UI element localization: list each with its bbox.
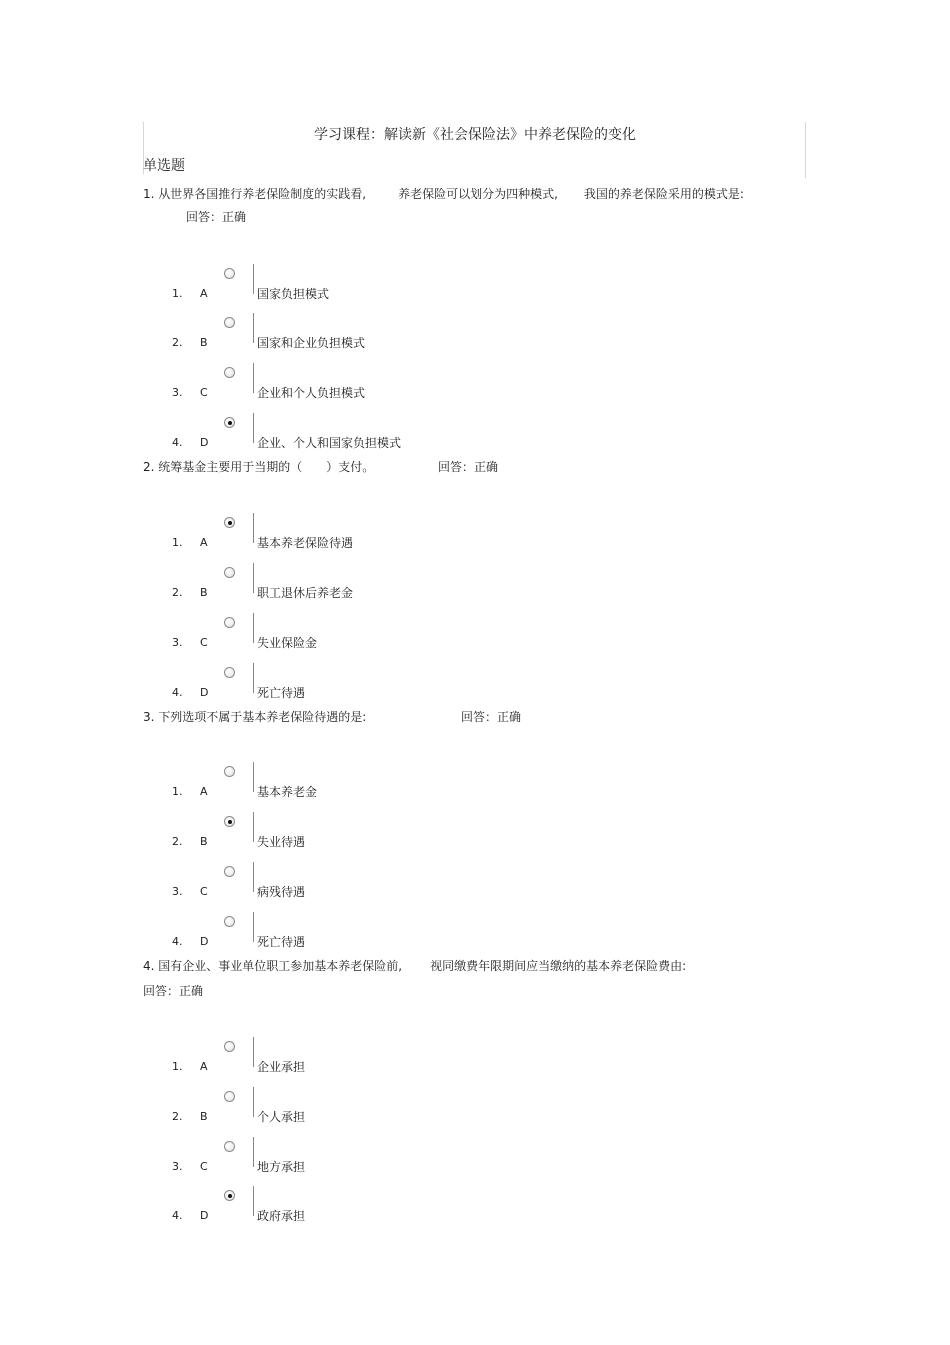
question-1-option-b: [0, 323, 950, 349]
option-label: 企业、个人和国家负担模式: [257, 436, 402, 450]
radio-icon[interactable]: [224, 268, 235, 279]
option-number: 3.: [172, 1160, 183, 1173]
radio-icon[interactable]: [224, 866, 235, 877]
radio-icon[interactable]: [224, 1041, 235, 1052]
radio-icon[interactable]: [224, 916, 235, 927]
question-2-answer: 回答：正确: [438, 460, 499, 474]
option-letter: B: [200, 586, 208, 599]
cell-divider: [253, 264, 254, 294]
cell-divider: [253, 812, 254, 842]
option-label: 失业保险金: [257, 636, 318, 650]
question-2-text: [143, 458, 374, 475]
question-2-part-1: 2. 统筹基金主要用于当期的（ ）支付。: [143, 460, 375, 474]
cell-divider: [253, 762, 254, 792]
option-number: 4.: [172, 686, 183, 699]
question-2-option-d: [0, 673, 950, 699]
course-title: 学习课程：解读新《社会保险法》中养老保险的变化: [314, 127, 636, 143]
cell-divider: [253, 1186, 254, 1216]
cell-divider: [253, 563, 254, 593]
question-4-option-d: [0, 1196, 950, 1222]
option-letter: A: [200, 785, 208, 798]
option-number: 4.: [172, 935, 183, 948]
question-3-text: [143, 708, 366, 725]
option-label: 病残待遇: [257, 885, 306, 899]
question-1-option-a: [0, 274, 950, 300]
question-3-option-c: [0, 872, 950, 898]
radio-icon[interactable]: [224, 1091, 235, 1102]
question-4-part-2: 视同缴费年限期间应当缴纳的基本养老保险费由:: [430, 959, 687, 973]
question-4-option-c: [0, 1147, 950, 1173]
question-1-option-d: [0, 423, 950, 449]
question-1-part-1: 1. 从世界各国推行养老保险制度的实践看,: [143, 187, 367, 201]
cell-divider: [253, 1087, 254, 1117]
option-number: 2.: [172, 835, 183, 848]
question-1-option-c: [0, 373, 950, 399]
question-3-part-1: 3. 下列选项不属于基本养老保险待遇的是:: [143, 710, 367, 724]
option-label: 基本养老金: [257, 785, 318, 799]
question-2-option-a: [0, 523, 950, 549]
question-4-part-1: 4. 国有企业、事业单位职工参加基本养老保险前,: [143, 959, 403, 973]
option-number: 2.: [172, 336, 183, 349]
option-label: 企业和个人负担模式: [257, 386, 366, 400]
option-label: 失业待遇: [257, 835, 306, 849]
option-number: 4.: [172, 1209, 183, 1222]
option-letter: A: [200, 536, 208, 549]
cell-divider: [253, 613, 254, 643]
radio-icon[interactable]: [224, 367, 235, 378]
question-1-part-3: 我国的养老保险采用的模式是:: [583, 187, 744, 201]
question-2-option-c: [0, 623, 950, 649]
radio-selected-icon[interactable]: [224, 816, 235, 827]
cell-divider: [253, 313, 254, 343]
question-2-option-b: [0, 573, 950, 599]
question-3-option-a: [0, 772, 950, 798]
cell-divider: [253, 862, 254, 892]
cell-divider: [253, 363, 254, 393]
option-label: 企业承担: [257, 1060, 306, 1074]
question-4-answer: 回答：正确: [143, 984, 204, 998]
option-label: 死亡待遇: [257, 686, 306, 700]
cell-divider: [253, 912, 254, 942]
cell-divider: [253, 663, 254, 693]
option-number: 4.: [172, 436, 183, 449]
question-3-option-b: [0, 822, 950, 848]
option-letter: A: [200, 1060, 208, 1073]
option-number: 1.: [172, 1060, 183, 1073]
option-letter: B: [200, 1110, 208, 1123]
question-3-answer: 回答：正确: [461, 710, 522, 724]
option-number: 3.: [172, 636, 183, 649]
option-letter: C: [200, 636, 208, 649]
question-4-option-a: [0, 1047, 950, 1073]
option-label: 政府承担: [257, 1209, 306, 1223]
option-label: 职工退休后养老金: [257, 586, 354, 600]
option-letter: B: [200, 336, 208, 349]
option-label: 死亡待遇: [257, 935, 306, 949]
option-letter: D: [200, 1209, 209, 1222]
question-1-answer: 回答：正确: [186, 210, 247, 224]
option-letter: C: [200, 386, 208, 399]
question-1-part-2: 养老保险可以划分为四种模式,: [398, 187, 558, 201]
radio-icon[interactable]: [224, 1141, 235, 1152]
option-letter: C: [200, 885, 208, 898]
option-label: 国家负担模式: [257, 287, 330, 301]
question-4-text: [143, 957, 686, 974]
option-letter: C: [200, 1160, 208, 1173]
radio-icon[interactable]: [224, 567, 235, 578]
question-4-option-b: [0, 1097, 950, 1123]
radio-selected-icon[interactable]: [224, 1190, 235, 1201]
option-number: 2.: [172, 586, 183, 599]
option-number: 1.: [172, 287, 183, 300]
option-number: 3.: [172, 885, 183, 898]
option-number: 1.: [172, 536, 183, 549]
option-number: 1.: [172, 785, 183, 798]
question-1-text: [143, 185, 744, 202]
option-label: 个人承担: [257, 1110, 306, 1124]
section-heading: 单选题: [143, 158, 185, 174]
radio-icon[interactable]: [224, 667, 235, 678]
option-letter: B: [200, 835, 208, 848]
option-label: 基本养老保险待遇: [257, 536, 354, 550]
option-letter: A: [200, 287, 208, 300]
cell-divider: [253, 513, 254, 543]
cell-divider: [253, 1037, 254, 1067]
radio-icon[interactable]: [224, 617, 235, 628]
cell-divider: [253, 1137, 254, 1167]
radio-selected-icon[interactable]: [224, 517, 235, 528]
option-letter: D: [200, 686, 209, 699]
cell-divider: [253, 413, 254, 443]
option-letter: D: [200, 436, 209, 449]
option-number: 3.: [172, 386, 183, 399]
option-letter: D: [200, 935, 209, 948]
question-3-option-d: [0, 922, 950, 948]
radio-icon[interactable]: [224, 766, 235, 777]
option-label: 地方承担: [257, 1160, 306, 1174]
radio-selected-icon[interactable]: [224, 417, 235, 428]
option-number: 2.: [172, 1110, 183, 1123]
option-label: 国家和企业负担模式: [257, 336, 366, 350]
radio-icon[interactable]: [224, 317, 235, 328]
